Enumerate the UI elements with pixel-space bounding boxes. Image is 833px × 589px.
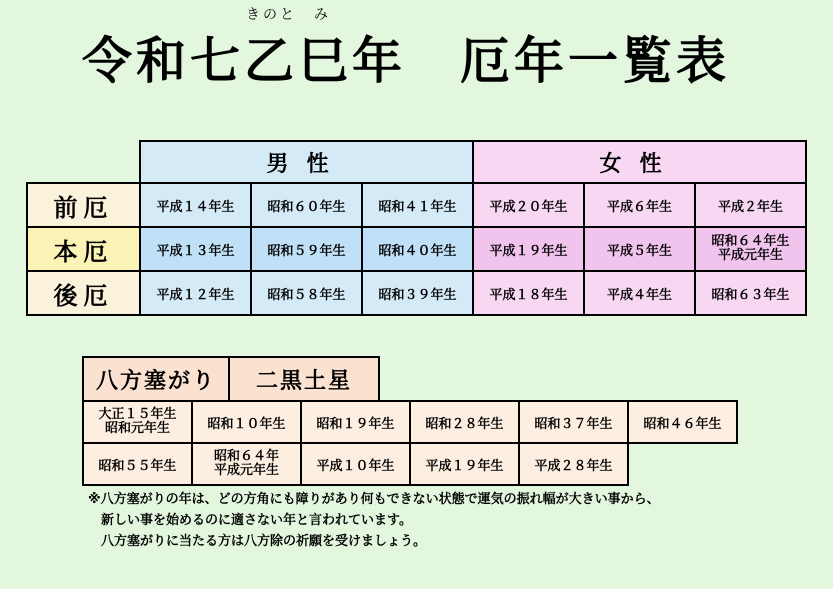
footnote-line: 新しい事を始めるのに適さない年と言われています。 — [88, 513, 412, 528]
table-cell: 平成１２年生 — [140, 271, 251, 315]
table-cell: 昭和６４年 平成元年生 — [192, 443, 301, 485]
footnote — [88, 489, 808, 552]
header-female: 女性 — [473, 141, 806, 183]
table-cell: 昭和６０年生 — [251, 183, 362, 227]
table-cell: 平成１４年生 — [140, 183, 251, 227]
table-row — [83, 443, 737, 485]
table-cell: 昭和５８年生 — [251, 271, 362, 315]
table-row — [27, 183, 806, 227]
title-ruby: きのと み — [246, 7, 331, 23]
table-cell: 昭和５５年生 — [83, 443, 192, 485]
footnote-line: 八方塞がりに当たる方は八方除の祈願を受けましょう。 — [88, 534, 427, 549]
table-cell: 昭和４０年生 — [362, 227, 473, 271]
table-cell: 昭和６４年生 平成元年生 — [695, 227, 806, 271]
row-label-maeyaku: 前厄 — [27, 183, 140, 227]
table-row — [27, 271, 806, 315]
row-label-atoyaku: 後厄 — [27, 271, 140, 315]
row-label-honyaku: 本厄 — [27, 227, 140, 271]
table-cell: 昭和６３年生 — [695, 271, 806, 315]
table-cell: 平成２８年生 — [519, 443, 628, 485]
table-cell: 平成２０年生 — [473, 183, 584, 227]
table-cell: 平成６年生 — [584, 183, 695, 227]
table-cell: 平成２年生 — [695, 183, 806, 227]
yakudoshi-table — [26, 140, 807, 316]
header-male: 男性 — [140, 141, 473, 183]
table-row — [27, 227, 806, 271]
happo-star: 二黒土星 — [229, 357, 379, 401]
table-cell: 昭和４６年生 — [628, 401, 737, 443]
happo-header — [82, 356, 380, 402]
table-cell: 昭和１９年生 — [301, 401, 410, 443]
happo-label: 八方塞がり — [83, 357, 229, 401]
table-cell: 平成１９年生 — [473, 227, 584, 271]
table-cell: 平成１８年生 — [473, 271, 584, 315]
table-cell: 平成１３年生 — [140, 227, 251, 271]
table-cell: 昭和２８年生 — [410, 401, 519, 443]
table-cell: 平成４年生 — [584, 271, 695, 315]
table-cell: 平成１０年生 — [301, 443, 410, 485]
table-cell: 大正１５年生 昭和元年生 — [83, 401, 192, 443]
table-cell: 昭和３９年生 — [362, 271, 473, 315]
table-cell: 昭和５９年生 — [251, 227, 362, 271]
table-cell: 平成５年生 — [584, 227, 695, 271]
table-cell: 昭和３７年生 — [519, 401, 628, 443]
page-title: 令和七乙巳年 厄年一覧表 — [82, 31, 730, 90]
table-cell: 昭和４１年生 — [362, 183, 473, 227]
footnote-line: ※八方塞がりの年は、どの方角にも障りがあり何もできない状態で運気の振れ幅が大きい事から、 — [88, 492, 660, 507]
table-cell: 平成１９年生 — [410, 443, 519, 485]
table-row — [83, 401, 737, 443]
table-cell: 昭和１０年生 — [192, 401, 301, 443]
happo-table — [82, 400, 738, 486]
